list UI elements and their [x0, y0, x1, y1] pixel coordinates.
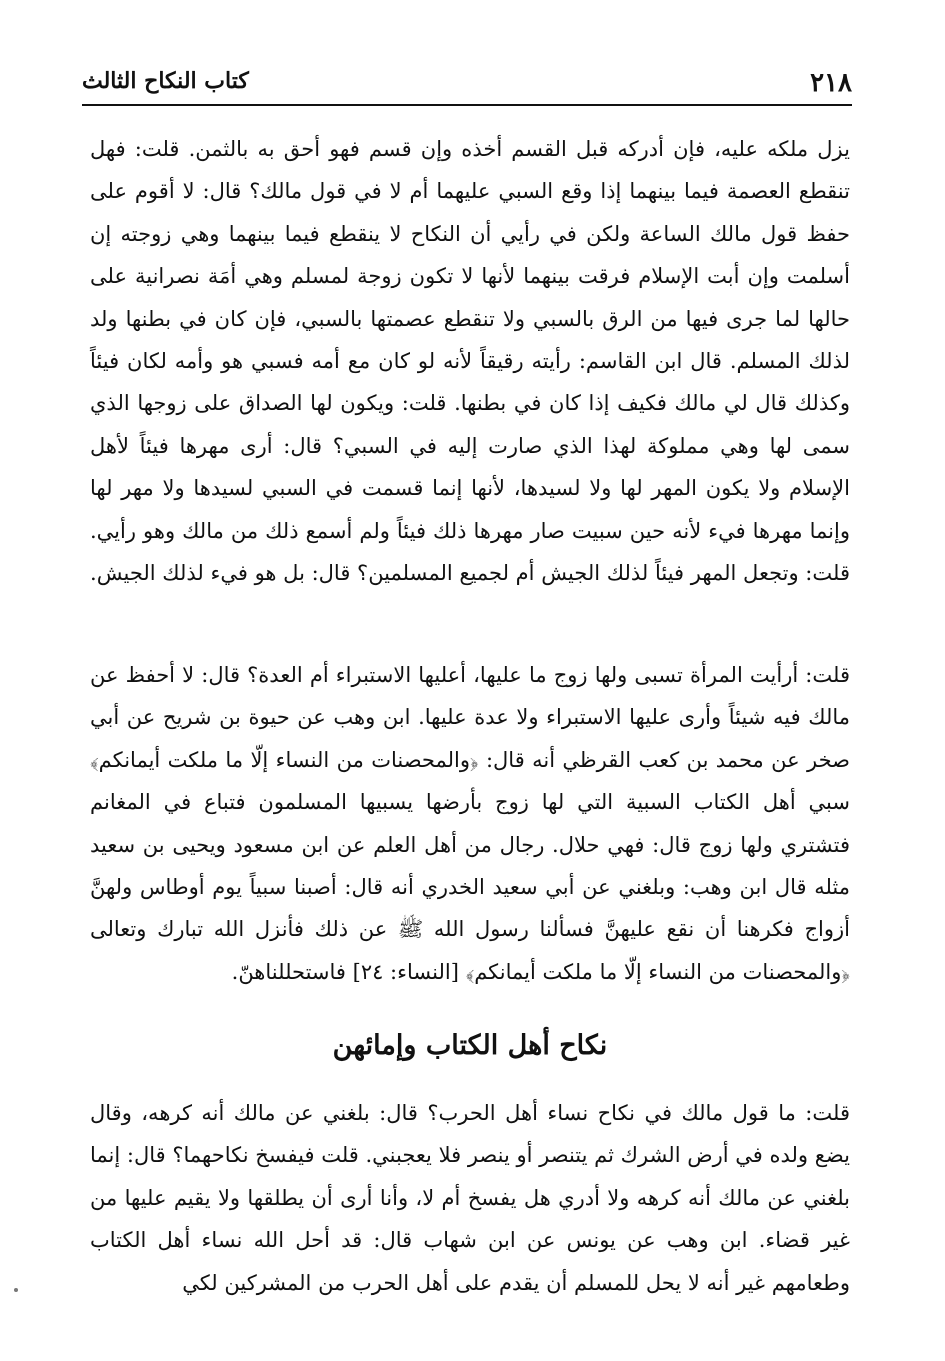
paragraph-3: قلت: ما قول مالك في نكاح نساء أهل الحرب؟ قال: بلغني عن مالك أنه كرهه، وقال يضع ولده في أرض الشرك ثم يتنصر أو ينصر فلا يعجبني. قلت فيفسخ نكاحهما؟ قال: إنما بلغني عن مالك أنه كرهه ولا أدري هل يفسخ أم لا، وأنا أرى أن يطلقها ولا يقيم عليها من غير قضاء. ابن وهب عن يونس عن ابن شهاب قال: قد أحل الله نساء أهل الكتاب وطعامهم غير أنه لا يحل للمسلم أن يقدم على أهل الحرب من المشركين لكي	[90, 1101, 850, 1295]
text-block-3	[90, 1092, 850, 1304]
paragraph-1: يزل ملكه عليه، فإن أدركه قبل القسم أخذه وإن قسم فهو أحق به بالثمن. قلت: فهل تنقطع العصمة فيما بينهما إذا وقع السبي عليهما أم لا في قول مالك؟ قال: لا أقوم على حفظ قول مالك الساعة ولكن في رأيي أن النكاح لا ينقطع فيما بينهما وهي زوجته إن أسلمت وإن أبت الإسلام فرقت بينهما لأنها لا تكون زوجة لمسلم وهي أمَة نصرانية على حالها لما جرى فيها من الرق بالسبي ولا تنقطع عصمتها بالسبي، فإن كان في بطنها ولد لذلك المسلم. قال ابن القاسم: رأيته رقيقاً لأنه لو كان مع أمه فسبي هو وأمه لكان فيئاً وكذلك قال لي مالك فكيف إذا كان في بطنها. قلت: ويكون لها الصداق على زوجها الذي سمى لها وهي مملوكة لهذا الذي صارت إليه في السبي؟ قال: أرى مهرها فيئاً لأهل الإسلام ولا يكون المهر لها ولا لسيدها، لأنها إنما قسمت في السبي لسيدها ولا مهر لها وإنما مهرها فيء لأنه حين سبيت صار مهرها ذلك فيئاً ولم أسمع ذلك من مالك وهو رأيي. قلت: وتجعل المهر فيئاً لذلك الجيش أم لجميع المسلمين؟ قال: بل هو فيء لذلك الجيش.	[90, 137, 850, 586]
scan-mark	[14, 1288, 18, 1292]
page-header	[82, 62, 852, 102]
running-title: كتاب النكاح الثالث	[82, 68, 249, 94]
paragraph-2: قلت: أرأيت المرأة تسبى ولها زوج ما عليها، أعليها الاستبراء أم العدة؟ قال: لا أحفظ عن مالك فيه شيئاً وأرى عليها الاستبراء ولا عدة عليها. ابن وهب عن حيوة بن شريح عن أبي صخر عن محمد بن كعب القرظي أنه قال: ﴿والمحصنات من النساء إلّا ما ملكت أيمانكم﴾ سبي أهل الكتاب السبية التي لها زوج بأرضها يسبيها المسلمون فتباع في المغانم فتشتري ولها زوج قال: فهي حلال. رجال من أهل العلم عن ابن مسعود ويحيى بن سعيد مثله قال ابن وهب: وبلغني عن أبي سعيد الخدري أنه قال: أصبنا سبياً يوم أوطاس ولهنَّ أزواج فكرهنا أن نقع عليهنَّ فسألنا رسول الله ﷺ عن ذلك فأنزل الله تبارك وتعالى ﴿والمحصنات من النساء إلّا ما ملكت أيمانكم﴾ [النساء: ٢٤] فاستحللناهنّ.	[90, 663, 850, 984]
text-block-2	[90, 654, 850, 993]
header-divider	[82, 104, 852, 106]
text-block-1	[90, 128, 850, 594]
section-heading: نكاح أهل الكتاب وإمائهن	[332, 1030, 608, 1061]
page-number: ٢١٨	[810, 68, 852, 98]
